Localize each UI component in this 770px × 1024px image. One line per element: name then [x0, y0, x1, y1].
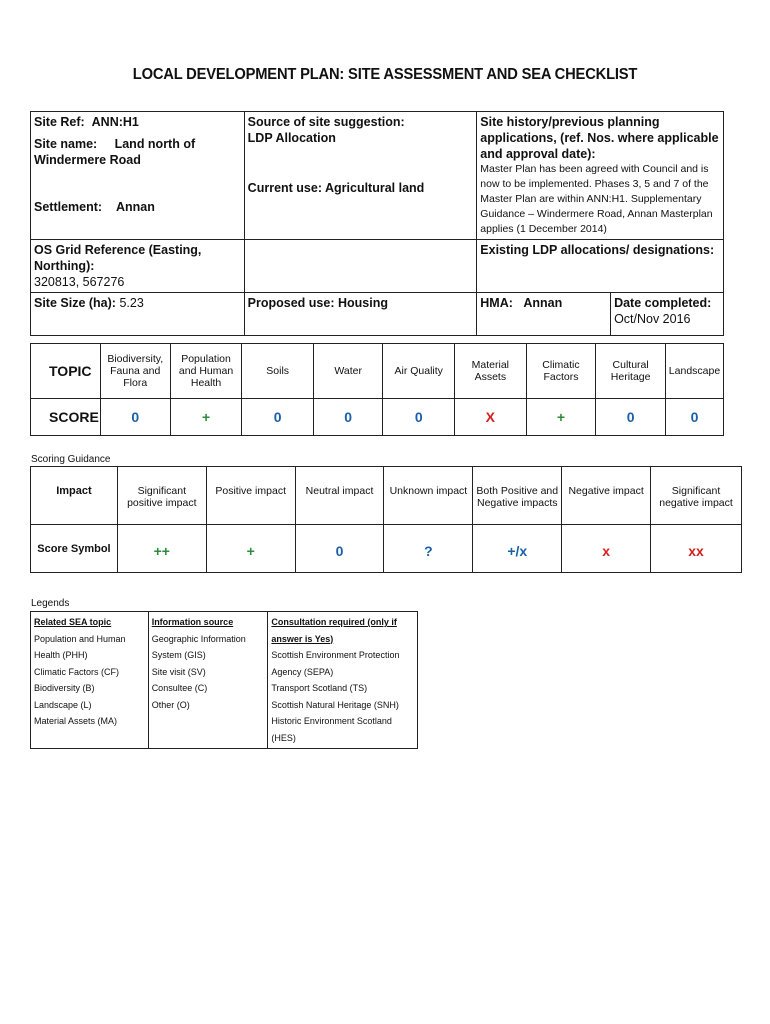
settlement-label: Settlement: — [34, 200, 103, 214]
topic-name: Water — [313, 344, 383, 399]
legend-item: Geographic Information System (GIS) — [151, 633, 246, 660]
site-name-label: Site name: — [34, 137, 98, 151]
scoring-guidance-label: Scoring Guidance — [31, 454, 111, 465]
topic-score: 0 — [242, 399, 313, 436]
settlement-cell — [31, 185, 245, 240]
impact-description: Both Positive and Negative impacts — [473, 467, 562, 525]
history-value: Master Plan has been agreed with Council and is now to be implemented. Phases 3, 5 and 7 of the Master Plan are within ANN:H1. Supplementary Guidance – Windermere Road, Annan Masterplan applies (1 December 2014) — [480, 163, 713, 235]
impact-description: Neutral impact — [295, 467, 384, 525]
settlement-value: Annan — [115, 200, 155, 214]
impact-label: Impact — [31, 467, 118, 525]
os-grid-label: OS Grid Reference (Easting, Northing): — [34, 243, 202, 273]
legend-item: Population and Human Health (PHH) — [34, 633, 126, 660]
legend-item: Material Assets (MA) — [34, 716, 118, 726]
site-details-table — [30, 111, 724, 336]
related-sea-column — [31, 612, 149, 749]
topic-score: 0 — [665, 399, 723, 436]
topic-name: Population and Human Health — [170, 344, 242, 399]
related-sea-header: Related SEA topic — [34, 617, 112, 627]
existing-ldp-cell — [477, 240, 724, 293]
page-title: LOCAL DEVELOPMENT PLAN: SITE ASSESSMENT AND SEA CHECKLIST — [132, 66, 638, 83]
scoring-guidance-table — [30, 466, 742, 573]
legend-item: Climatic Factors (CF) — [34, 666, 119, 677]
legend-item: Transport Scotland (TS) — [271, 683, 368, 693]
impact-description: Unknown impact — [384, 467, 473, 525]
topic-score: 0 — [313, 399, 383, 436]
hma-cell — [477, 293, 611, 336]
topic-name: Landscape — [665, 344, 723, 399]
date-cell — [611, 293, 724, 336]
score-symbol: + — [206, 525, 295, 573]
os-grid-value: 320813, 567276 — [34, 275, 125, 289]
topic-score: 0 — [383, 399, 455, 436]
topic-score: 0 — [100, 399, 170, 436]
topic-score: X — [455, 399, 527, 436]
topic-name: Material Assets — [455, 344, 527, 399]
topic-name: Air Quality — [383, 344, 455, 399]
site-size-label: Site Size (ha): — [34, 296, 116, 310]
info-source-column — [148, 612, 268, 749]
site-ref-cell — [31, 112, 245, 186]
existing-ldp-label: Existing LDP allocations/ designations: — [480, 243, 715, 257]
current-use: Current use: Agricultural land — [247, 181, 425, 195]
topic-name: Soils — [242, 344, 313, 399]
impact-description: Positive impact — [206, 467, 295, 525]
consultation-header: Consultation required (only if answer is Yes) — [271, 617, 397, 644]
score-symbol: xx — [651, 525, 742, 573]
topic-label: TOPIC — [31, 344, 101, 399]
os-grid-cell — [31, 240, 245, 293]
topic-score: + — [170, 399, 242, 436]
impact-description: Negative impact — [562, 467, 651, 525]
topic-name: Biodiversity, Fauna and Flora — [100, 344, 170, 399]
score-symbol: ? — [384, 525, 473, 573]
proposed-use-cell — [244, 293, 477, 336]
history-cell — [477, 112, 724, 240]
current-use-cell — [244, 181, 477, 293]
legend-item: Landscape (L) — [34, 699, 92, 710]
site-size-value: 5.23 — [119, 296, 144, 310]
score-symbol: +/x — [473, 525, 562, 573]
topic-name: Climatic Factors — [526, 344, 596, 399]
legend-item: Site visit (SV) — [151, 666, 206, 677]
legend-item: Consultee (C) — [151, 683, 208, 693]
score-symbol: 0 — [295, 525, 384, 573]
impact-description: Significant positive impact — [117, 467, 206, 525]
topic-score-table — [30, 343, 724, 436]
source-label: Source of site suggestion: — [247, 115, 405, 129]
source-value: LDP Allocation — [247, 131, 336, 145]
history-label: Site history/previous planning applications, (ref. Nos. where applicable and approval date): — [480, 115, 719, 161]
legend-item: Other (O) — [151, 699, 190, 710]
legends-label: Legends — [31, 598, 70, 609]
hma-value: Annan — [523, 296, 563, 310]
site-ref-label: Site Ref: — [34, 115, 85, 129]
site-name-value: Land north of Windermere Road — [34, 137, 196, 167]
info-source-header: Information source — [151, 617, 234, 627]
legend-item: Biodiversity (B) — [34, 683, 95, 693]
site-size-cell — [31, 293, 245, 336]
source-cell — [244, 112, 477, 240]
legend-item: Scottish Natural Heritage (SNH) — [271, 699, 399, 710]
legend-item: Scottish Environment Protection Agency (SEPA) — [271, 650, 400, 677]
date-value: Oct/Nov 2016 — [614, 312, 691, 326]
topic-name: Cultural Heritage — [596, 344, 666, 399]
hma-label: HMA: — [480, 296, 513, 310]
impact-description: Significant negative impact — [651, 467, 742, 525]
score-symbol: ++ — [117, 525, 206, 573]
consultation-column — [268, 612, 418, 749]
topic-score: + — [526, 399, 596, 436]
topic-score: 0 — [596, 399, 666, 436]
site-ref-value: ANN:H1 — [91, 115, 139, 129]
score-symbol-label: Score Symbol — [31, 525, 118, 573]
score-symbol: x — [562, 525, 651, 573]
score-label: SCORE — [31, 399, 101, 436]
legends-table — [30, 611, 418, 749]
proposed-use: Proposed use: Housing — [247, 296, 388, 310]
date-label: Date completed: — [614, 296, 712, 310]
legend-item: Historic Environment Scotland (HES) — [271, 716, 392, 743]
